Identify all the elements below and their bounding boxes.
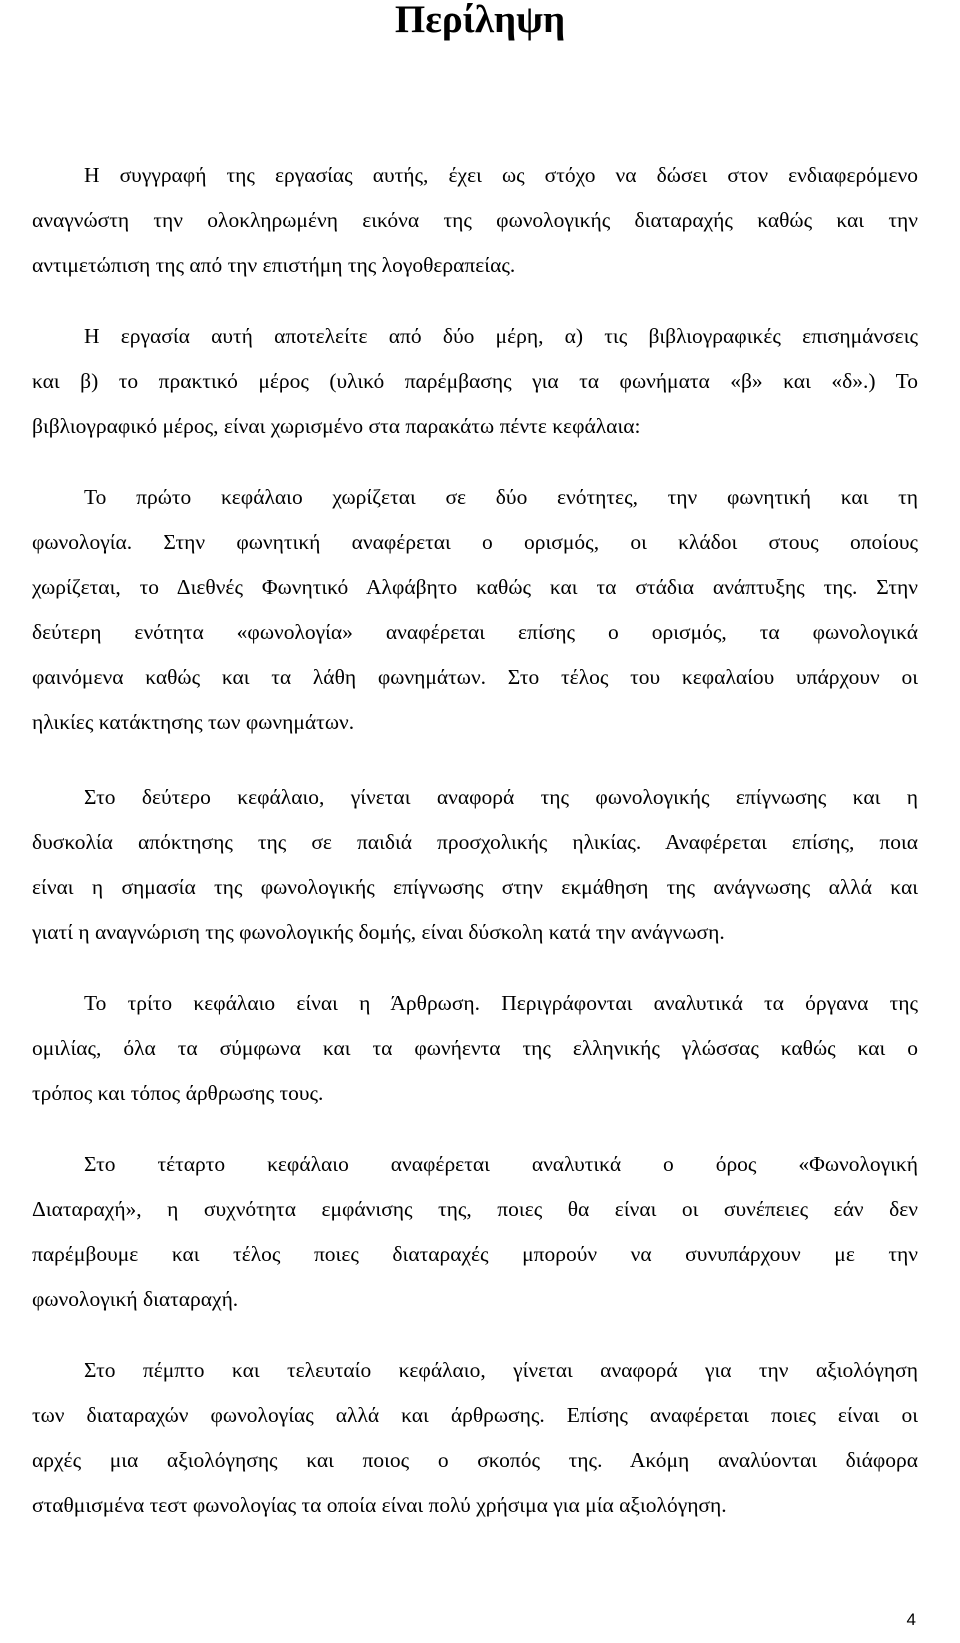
text-line: των διαταραχών φωνολογίας αλλά και άρθρωσης. Επίσης αναφέρεται ποιες είναι οι (32, 1403, 918, 1427)
text-line: αναγνώστη την ολοκληρωμένη εικόνα της φωνολογικής διαταραχής καθώς και την (32, 208, 918, 232)
text-line: αντιμετώπιση της από την επιστήμη της λογοθεραπείας. (32, 253, 516, 277)
text-line: τρόπος και τόπος άρθρωσης τους. (32, 1081, 324, 1105)
paragraph (32, 1142, 918, 1322)
paragraph (32, 981, 918, 1116)
text-line: βιβλιογραφικό μέρος, είναι χωρισμένο στα παρακάτω πέντε κεφάλαια: (32, 414, 641, 438)
paragraph (32, 775, 918, 955)
text-line: είναι η σημασία της φωνολογικής επίγνωσης στην εκμάθηση της ανάγνωσης αλλά και (32, 875, 918, 899)
paragraph (32, 314, 918, 449)
text-line: αρχές μια αξιολόγησης και ποιος ο σκοπός της. Ακόμη αναλύονται διάφορα (32, 1448, 918, 1472)
document-body (32, 153, 918, 1528)
text-line: Στο πέμπτο και τελευταίο κεφάλαιο, γίνεται αναφορά για την αξιολόγηση (84, 1358, 918, 1382)
text-line: παρέμβουμε και τέλος ποιες διαταραχές μπορούν να συνυπάρχουν με την (32, 1242, 918, 1266)
paragraph (32, 475, 918, 745)
text-line: Στο τέταρτο κεφάλαιο αναφέρεται αναλυτικά ο όρος «Φωνολογική (84, 1152, 918, 1176)
text-line: και β) το πρακτικό μέρος (υλικό παρέμβασης για τα φωνήματα «β» και «δ».) Το (32, 369, 918, 393)
text-line: Το πρώτο κεφάλαιο χωρίζεται σε δύο ενότητες, την φωνητική και τη (84, 485, 918, 509)
text-line: Η συγγραφή της εργασίας αυτής, έχει ως στόχο να δώσει στον ενδιαφερόμενο (84, 163, 918, 187)
text-line: Το τρίτο κεφάλαιο είναι η Άρθρωση. Περιγράφονται αναλυτικά τα όργανα της (84, 991, 918, 1015)
page-title: Περίληψη (394, 0, 566, 41)
paragraph (32, 153, 918, 288)
text-line: Διαταραχή», η συχνότητα εμφάνισης της, ποιες θα είναι οι συνέπειες εάν δεν (32, 1197, 918, 1221)
text-line: χωρίζεται, το Διεθνές Φωνητικό Αλφάβητο καθώς και τα στάδια ανάπτυξης της. Στην (32, 575, 918, 599)
text-line: ηλικίες κατάκτησης των φωνημάτων. (32, 710, 355, 734)
text-line: σταθμισμένα τεστ φωνολογίας τα οποία είναι πολύ χρήσιμα για μία αξιολόγηση. (32, 1493, 727, 1517)
text-line: φαινόμενα καθώς και τα λάθη φωνημάτων. Στο τέλος του κεφαλαίου υπάρχουν οι (32, 665, 918, 689)
text-line: γιατί η αναγνώριση της φωνολογικής δομής, είναι δύσκολη κατά την ανάγνωση. (32, 920, 725, 944)
text-line: φωνολογία. Στην φωνητική αναφέρεται ο ορισμός, οι κλάδοι στους οποίους (32, 530, 918, 554)
text-line: δυσκολία απόκτησης της σε παιδιά προσχολικής ηλικίας. Αναφέρεται επίσης, ποια (32, 830, 918, 854)
text-line: φωνολογική διαταραχή. (32, 1287, 239, 1311)
paragraph (32, 1348, 918, 1528)
page-number: 4 (906, 1610, 916, 1629)
text-line: Στο δεύτερο κεφάλαιο, γίνεται αναφορά της φωνολογικής επίγνωσης και η (84, 785, 918, 809)
text-line: ομιλίας, όλα τα σύμφωνα και τα φωνήεντα της ελληνικής γλώσσας καθώς και ο (32, 1036, 918, 1060)
text-line: δεύτερη ενότητα «φωνολογία» αναφέρεται επίσης ο ορισμός, τα φωνολογικά (32, 620, 918, 644)
text-line: Η εργασία αυτή αποτελείτε από δύο μέρη, α) τις βιβλιογραφικές επισημάνσεις (84, 324, 918, 348)
